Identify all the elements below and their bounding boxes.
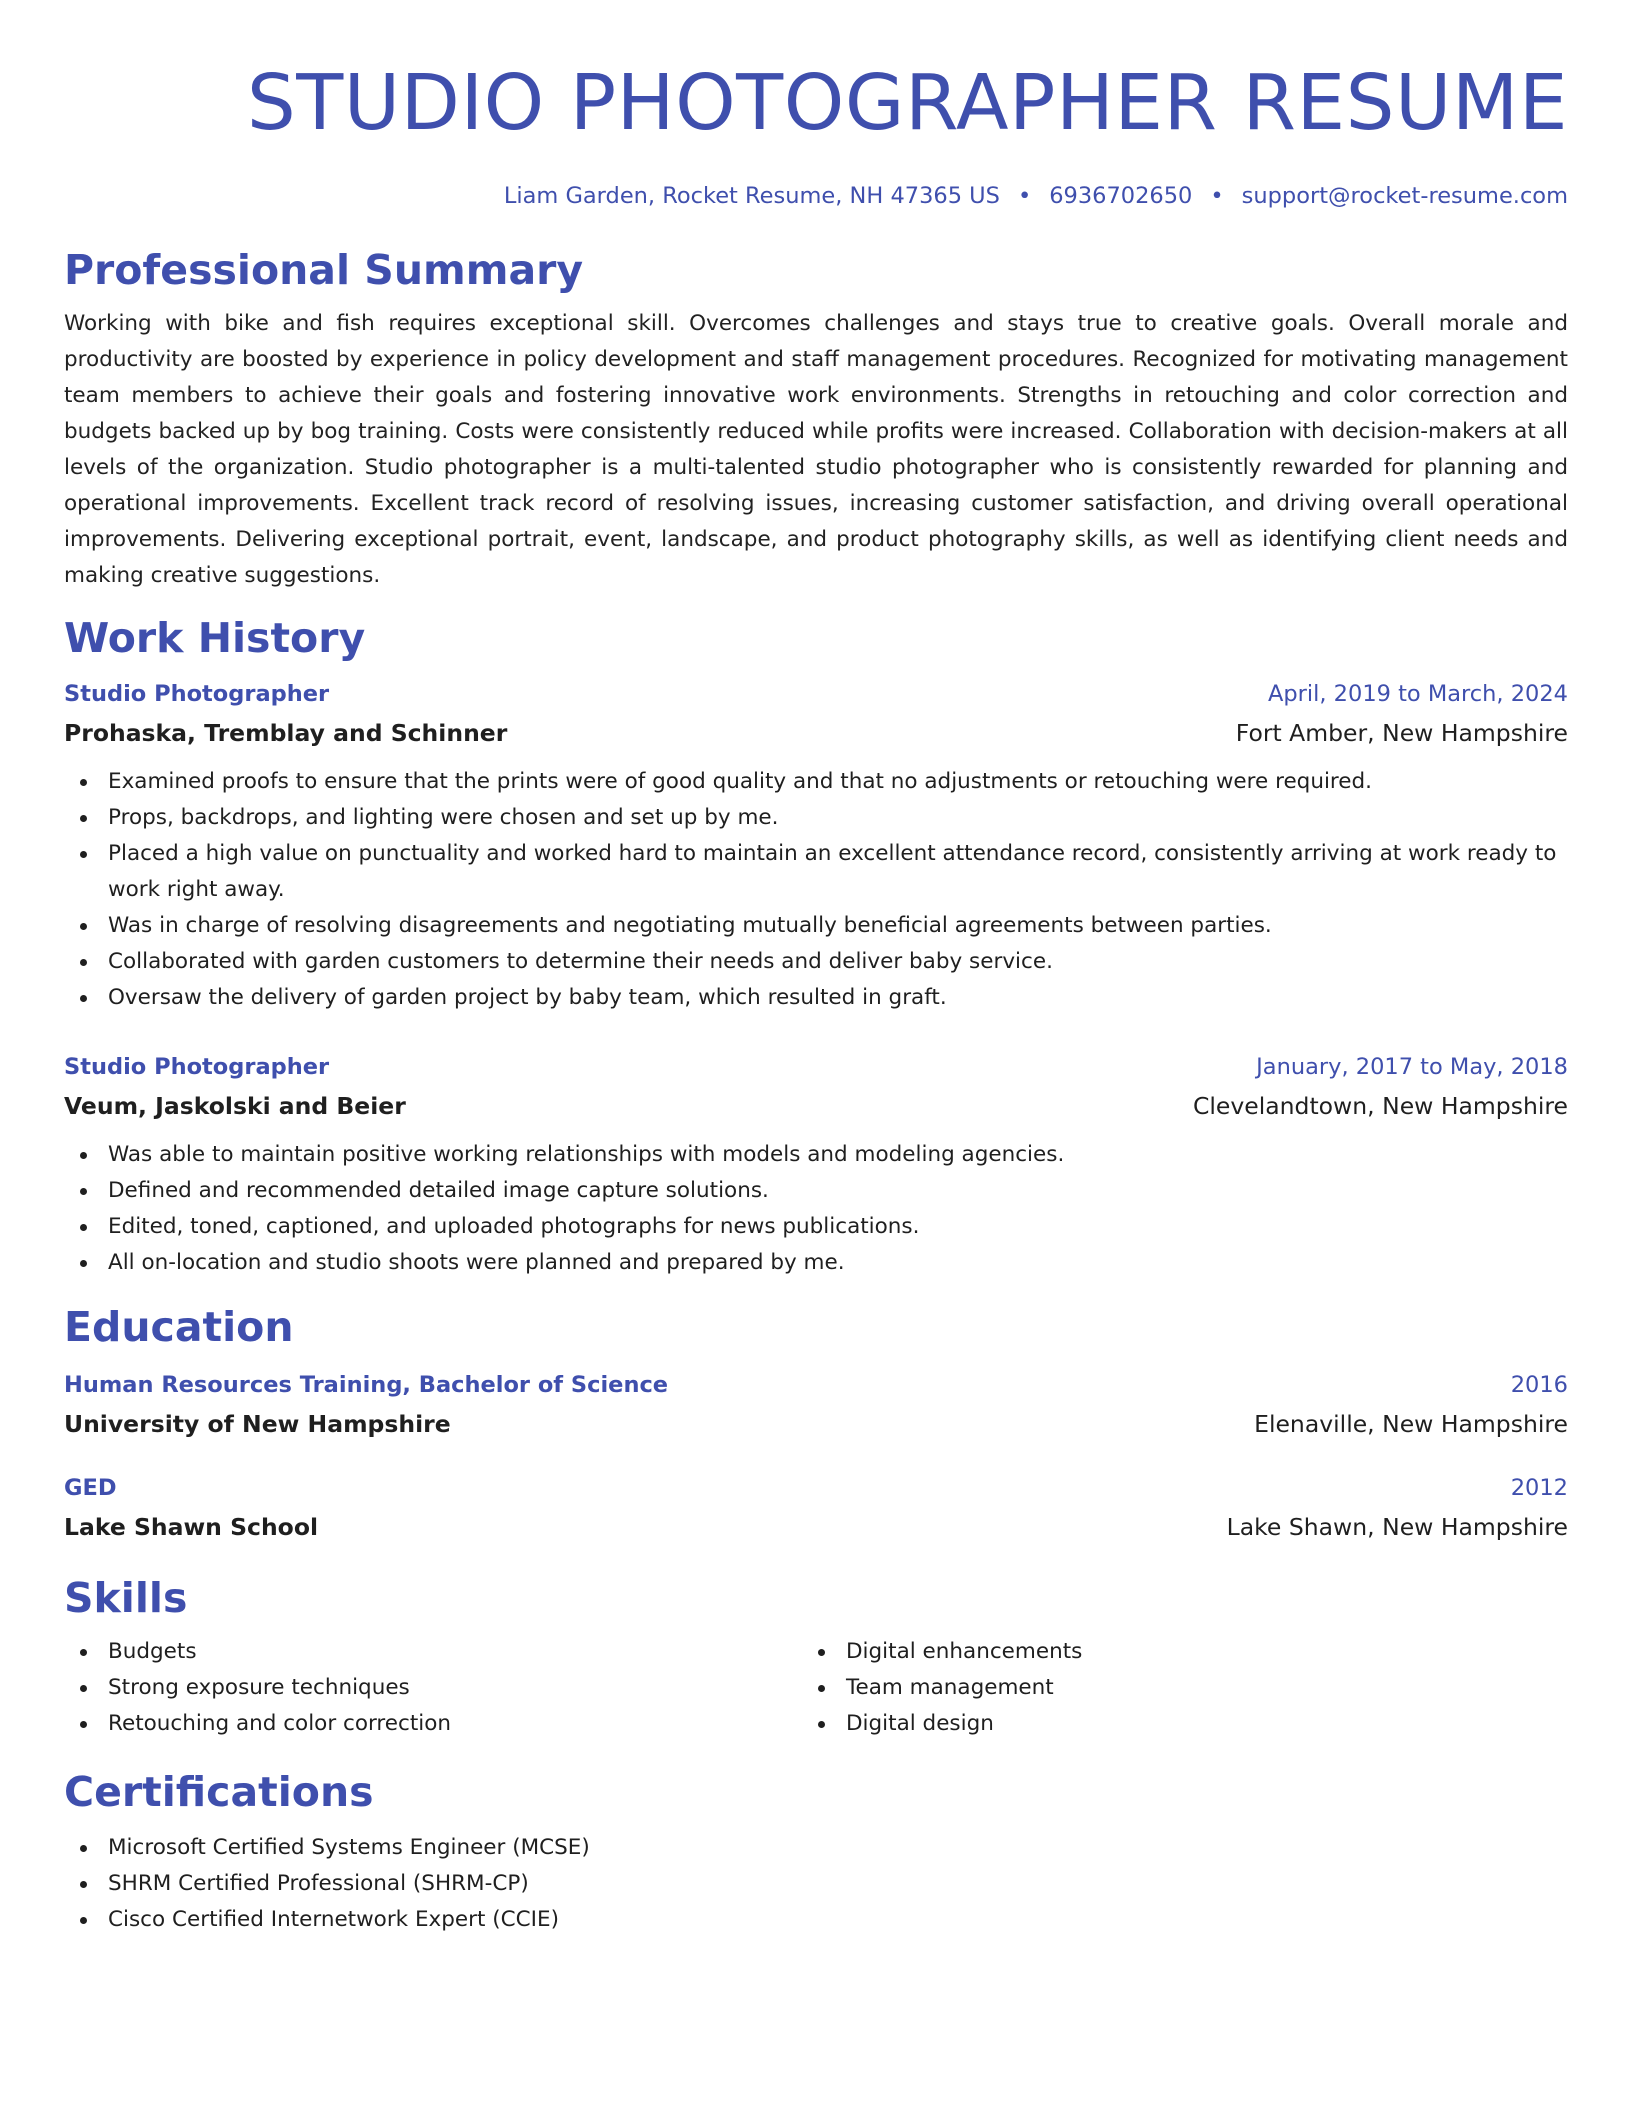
education-heading: Education [64, 1303, 294, 1351]
contact-email: support@rocket-resume.com [1241, 183, 1568, 209]
summary-text: Working with bike and fish requires exceptional skill. Overcomes challenges and stays true to creative goals. Overall morale and productivity are boosted by experience in policy development and staff management procedures. Recognized for motivating management team members to achieve their goals and fostering innovative work environments. Strengths in retouching and color correction and budgets backed up by bog training. Costs were consistently reduced while profits were increased. Collaboration with decision-makers at all levels of the organization. Studio photographer is a multi-talented studio photographer who is consistently rewarded for planning and operational improvements. Excellent track record of resolving issues, increasing customer satisfaction, and driving overall operational improvements. Delivering exceptional portrait, event, landscape, and product photography skills, as well as identifying client needs and making creative suggestions. [64, 311, 1568, 588]
skill-item: Team management [802, 1670, 1540, 1706]
education-header-row [64, 1367, 1568, 1403]
education-degree: GED [64, 1475, 117, 1501]
education-year: 2016 [1510, 1372, 1568, 1398]
resume-title: STUDIO PHOTOGRAPHER RESUME [246, 59, 1568, 148]
job-bullet-list [64, 1137, 1568, 1281]
certification-item: SHRM Certified Professional (SHRM-CP) [64, 1866, 1568, 1902]
job-dates: January, 2017 to May, 2018 [1256, 1054, 1568, 1080]
job-bullet: Examined proofs to ensure that the prints were of good quality and that no adjustments or retouching were required. [64, 764, 1568, 800]
education-school-row [64, 1506, 1568, 1548]
education-school-row [64, 1403, 1568, 1445]
work-entry [64, 676, 1568, 1016]
job-dates: April, 2019 to March, 2024 [1267, 681, 1568, 707]
job-title: Studio Photographer [64, 681, 330, 707]
job-company-row [64, 712, 1568, 754]
certification-item: Cisco Certified Internetwork Expert (CCIE) [64, 1902, 1568, 1938]
job-company: Veum, Jaskolski and Beier [64, 1092, 406, 1120]
contact-phone: 6936702650 [1049, 183, 1193, 209]
skills-list-right [802, 1634, 1540, 1742]
work-history-heading: Work History [64, 614, 366, 662]
skills-grid [64, 1634, 1568, 1742]
job-header-row [64, 1049, 1568, 1085]
work-entry [64, 1049, 1568, 1281]
skills-list-left [64, 1634, 802, 1742]
skill-item: Digital enhancements [802, 1634, 1540, 1670]
contact-line [64, 180, 1568, 212]
skills-heading: Skills [64, 1574, 188, 1622]
job-bullet-list [64, 764, 1568, 1016]
contact-separator: • [1017, 183, 1032, 209]
job-bullet: Collaborated with garden customers to determine their needs and deliver baby service. [64, 944, 1568, 980]
job-bullet: Oversaw the delivery of garden project by baby team, which resulted in graft. [64, 980, 1568, 1016]
skill-item: Strong exposure techniques [64, 1670, 802, 1706]
summary-heading: Professional Summary [64, 246, 584, 294]
job-location: Clevelandtown, New Hampshire [1192, 1092, 1568, 1120]
education-entry [64, 1367, 1568, 1445]
job-bullet: Placed a high value on punctuality and worked hard to maintain an excellent attendance record, consistently arriving at work ready to work right away. [64, 836, 1568, 908]
job-bullet: Props, backdrops, and lighting were chosen and set up by me. [64, 800, 1568, 836]
job-header-row [64, 676, 1568, 712]
job-bullet: Edited, toned, captioned, and uploaded photographs for news publications. [64, 1209, 1568, 1245]
education-degree: Human Resources Training, Bachelor of Science [64, 1372, 669, 1398]
job-bullet: Was able to maintain positive working relationships with models and modeling agencies. [64, 1137, 1568, 1173]
contact-address: Liam Garden, Rocket Resume, NH 47365 US [503, 183, 1000, 209]
job-company-row [64, 1085, 1568, 1127]
contact-separator: • [1210, 183, 1224, 209]
education-header-row [64, 1470, 1568, 1506]
education-school: University of New Hampshire [64, 1410, 451, 1438]
education-year: 2012 [1510, 1475, 1568, 1501]
job-bullet: All on-location and studio shoots were planned and prepared by me. [64, 1245, 1568, 1281]
job-bullet: Was in charge of resolving disagreements and negotiating mutually beneficial agreements between parties. [64, 908, 1568, 944]
certifications-list [64, 1830, 1568, 1938]
skill-item: Retouching and color correction [64, 1706, 802, 1742]
job-title: Studio Photographer [64, 1054, 330, 1080]
education-entry [64, 1470, 1568, 1548]
certifications-heading: Certifications [64, 1768, 374, 1816]
certification-item: Microsoft Certified Systems Engineer (MCSE) [64, 1830, 1568, 1866]
job-company: Prohaska, Tremblay and Schinner [64, 719, 508, 747]
education-location: Lake Shawn, New Hampshire [1226, 1513, 1568, 1541]
job-bullet: Defined and recommended detailed image capture solutions. [64, 1173, 1568, 1209]
skill-item: Budgets [64, 1634, 802, 1670]
education-school: Lake Shawn School [64, 1513, 319, 1541]
skill-item: Digital design [802, 1706, 1540, 1742]
education-location: Elenaville, New Hampshire [1254, 1410, 1568, 1438]
job-location: Fort Amber, New Hampshire [1235, 719, 1568, 747]
